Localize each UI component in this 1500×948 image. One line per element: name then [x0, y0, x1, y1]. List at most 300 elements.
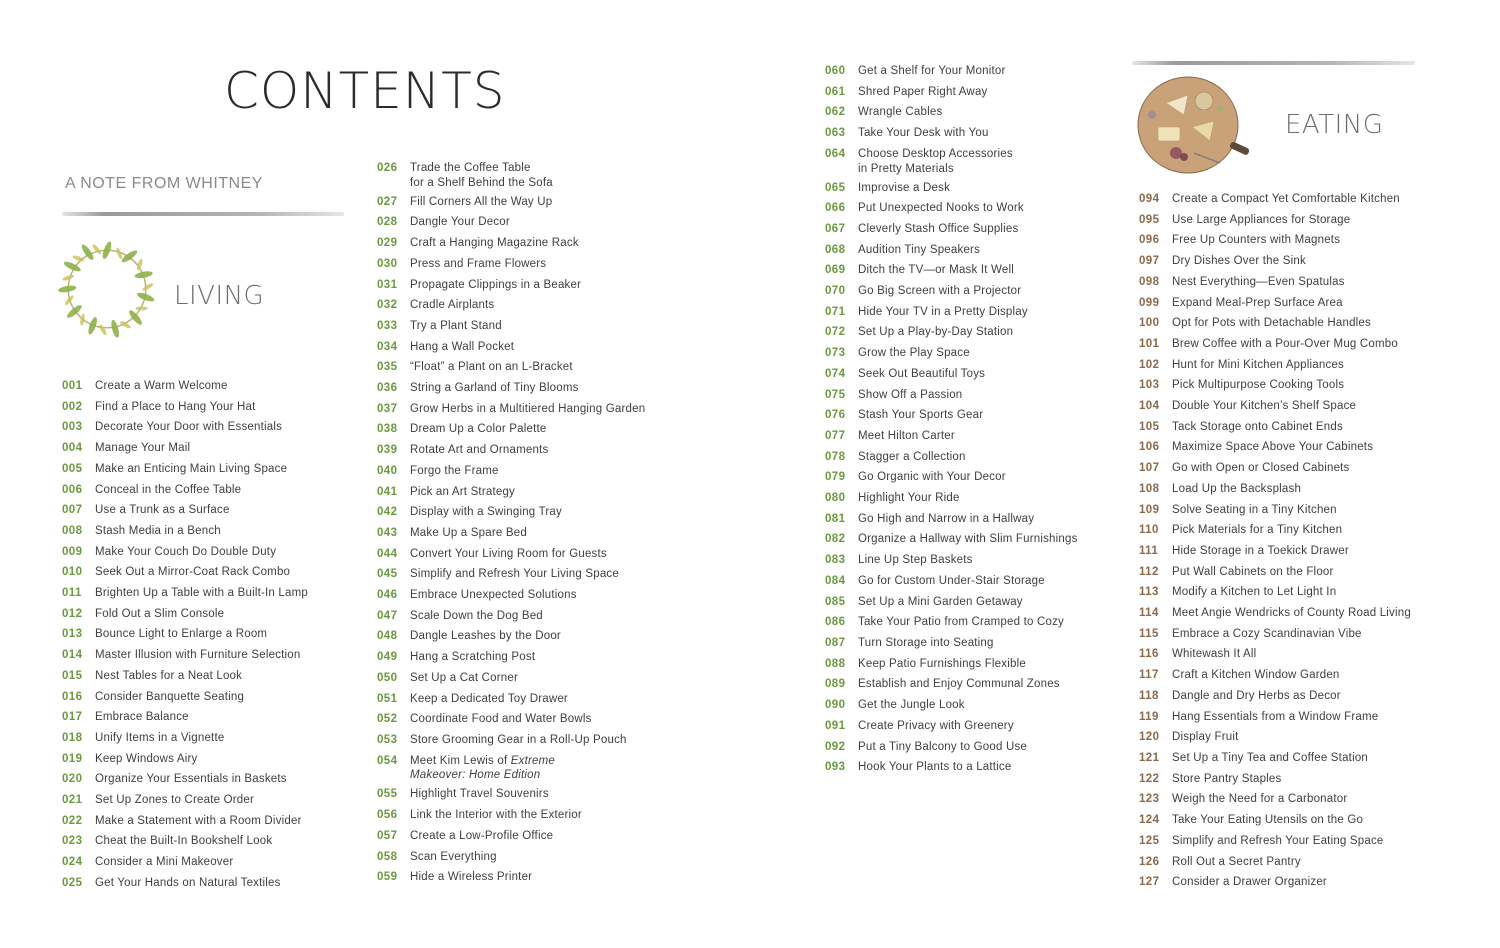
cheese-board-illustration [1136, 75, 1254, 175]
entry-title: Fold Out a Slim Console [95, 607, 225, 620]
toc-entry[interactable] [825, 695, 1078, 716]
entry-title: Hide Storage in a Toekick Drawer [1172, 544, 1349, 557]
entry-title: Maximize Space Above Your Cabinets [1172, 441, 1374, 454]
entry-title: Coordinate Food and Water Bowls [410, 713, 592, 726]
entry-number: 095 [1139, 213, 1160, 226]
toc-entry[interactable] [825, 509, 1078, 530]
entry-title: Keep Patio Furnishings Flexible [858, 657, 1026, 670]
entry-title: Find a Place to Hang Your Hat [95, 400, 256, 413]
wreath-illustration [56, 238, 158, 340]
entry-title: Opt for Pots with Detachable Handles [1172, 317, 1371, 330]
toc-entry[interactable] [825, 82, 1078, 103]
entry-title: Whitewash It All [1172, 648, 1257, 661]
entry-title: Line Up Step Baskets [858, 554, 973, 567]
entry-title: Hook Your Plants to a Lattice [858, 761, 1012, 774]
entry-number: 093 [825, 761, 846, 774]
entry-title: Show Off a Passion [858, 388, 963, 401]
entry-number: 025 [62, 876, 83, 889]
entry-title: Choose Desktop Accessories [858, 147, 1013, 160]
toc-entry[interactable] [825, 178, 1078, 199]
entry-title: Use a Trunk as a Surface [95, 504, 230, 517]
toc-entry[interactable] [1139, 748, 1411, 769]
toc-entry[interactable] [1139, 686, 1411, 707]
entry-number: 113 [1139, 586, 1159, 599]
entry-number: 075 [825, 388, 846, 401]
entry-number: 124 [1139, 814, 1160, 827]
entry-number: 028 [377, 216, 398, 229]
toc-entry[interactable] [62, 438, 308, 459]
toc-entry[interactable] [377, 585, 645, 606]
entry-number: 010 [62, 566, 83, 579]
toc-entry[interactable] [377, 192, 645, 213]
entry-number: 030 [377, 257, 398, 270]
entry-title: Weigh the Need for a Carbonator [1172, 793, 1348, 806]
toc-entry[interactable] [825, 529, 1078, 550]
toc-entry[interactable] [825, 405, 1078, 426]
toc-entry[interactable] [377, 419, 645, 440]
entry-number: 120 [1139, 731, 1160, 744]
entry-title: Hang a Wall Pocket [410, 340, 515, 353]
toc-entry[interactable] [825, 281, 1078, 302]
entry-number: 072 [825, 326, 846, 339]
entry-number: 096 [1139, 234, 1160, 247]
toc-entry[interactable] [825, 302, 1078, 323]
entry-title: Cleverly Stash Office Supplies [858, 222, 1019, 235]
entry-title: Get Your Hands on Natural Textiles [95, 876, 281, 889]
toc-entry[interactable] [825, 737, 1078, 758]
entry-title: Stash Your Sports Gear [858, 409, 984, 422]
entry-title: Trade the Coffee Table [410, 162, 531, 174]
toc-entry[interactable] [1139, 769, 1411, 790]
entry-title: Set Up a Play-by-Day Station [858, 326, 1014, 339]
toc-entry[interactable] [1139, 582, 1411, 603]
toc-entry[interactable] [1139, 831, 1411, 852]
entry-title: Take Your Desk with You [858, 127, 989, 140]
toc-entry[interactable] [825, 61, 1078, 82]
toc-entry[interactable] [825, 426, 1078, 447]
entry-title: Consider a Drawer Organizer [1172, 876, 1327, 889]
toc-entry[interactable] [377, 544, 645, 565]
entry-title: Take Your Patio from Cramped to Cozy [858, 616, 1064, 629]
toc-entry[interactable] [377, 709, 645, 730]
toc-entry[interactable] [62, 728, 308, 749]
toc-entry[interactable] [377, 316, 645, 337]
toc-entry[interactable] [62, 811, 308, 832]
entry-number: 088 [825, 657, 846, 670]
entry-title: Pick Materials for a Tiny Kitchen [1172, 524, 1343, 537]
entry-title: Tack Storage onto Cabinet Ends [1172, 420, 1343, 433]
toc-entry[interactable] [825, 716, 1078, 737]
toc-entry[interactable] [825, 467, 1078, 488]
entry-number: 039 [377, 444, 398, 457]
entry-number: 045 [377, 568, 398, 581]
entry-number: 084 [825, 574, 846, 587]
toc-entry[interactable] [1139, 230, 1411, 251]
toc-entry[interactable] [377, 482, 645, 503]
entry-number: 112 [1139, 565, 1159, 578]
entry-title: Stagger a Collection [858, 450, 966, 463]
entry-title: Meet Kim Lewis of Extreme [410, 754, 555, 767]
toc-entry[interactable] [377, 730, 645, 751]
toc-entry[interactable] [377, 233, 645, 254]
toc-entry[interactable] [825, 198, 1078, 219]
toc-entry[interactable] [825, 592, 1078, 613]
entry-title: Dangle Leashes by the Door [410, 630, 561, 643]
toc-entry[interactable] [377, 805, 645, 826]
entry-title: Pick Multipurpose Cooking Tools [1172, 379, 1345, 392]
entry-number: 080 [825, 492, 846, 505]
toc-entry[interactable] [1139, 603, 1411, 624]
toc-entry[interactable] [825, 488, 1078, 509]
entry-number: 116 [1139, 648, 1159, 661]
entry-title: Take Your Eating Utensils on the Go [1172, 814, 1364, 827]
entry-title: Nest Everything—Even Spatulas [1172, 275, 1345, 288]
entry-number: 035 [377, 361, 398, 374]
toc-entry[interactable] [62, 790, 308, 811]
page-title: CONTENTS [224, 62, 506, 120]
entry-title: Keep a Dedicated Toy Drawer [410, 692, 568, 705]
toc-entry[interactable] [1139, 541, 1411, 562]
entry-number: 109 [1139, 503, 1160, 516]
toc-entry[interactable] [62, 417, 308, 438]
entry-number: 089 [825, 678, 846, 691]
note-from-whitney-link[interactable]: A NOTE FROM WHITNEY [65, 175, 263, 192]
toc-entry[interactable] [825, 322, 1078, 343]
entry-title: Grow Herbs in a Multitiered Hanging Garden [410, 402, 646, 415]
entry-title: String a Garland of Tiny Blooms [410, 382, 579, 395]
entry-title: Get the Jungle Look [858, 699, 965, 712]
toc-entry[interactable] [377, 826, 645, 847]
entry-number: 070 [825, 285, 846, 298]
entry-title: Expand Meal-Prep Surface Area [1172, 296, 1343, 309]
toc-entry[interactable] [62, 480, 308, 501]
toc-entry[interactable] [825, 612, 1078, 633]
entry-title: Organize Your Essentials in Baskets [95, 773, 287, 786]
toc-entry[interactable] [1139, 727, 1411, 748]
entry-title: Improvise a Desk [858, 181, 951, 194]
entry-number: 066 [825, 202, 846, 215]
entry-title: Go with Open or Closed Cabinets [1172, 462, 1350, 475]
toc-entry[interactable] [1139, 313, 1411, 334]
toc-entry[interactable] [1139, 437, 1411, 458]
toc-entry[interactable] [377, 689, 645, 710]
toc-entry[interactable] [825, 343, 1078, 364]
entry-title: Organize a Hallway with Slim Furnishings [858, 533, 1078, 546]
toc-column-2 [377, 158, 645, 888]
entry-title: Consider a Mini Makeover [95, 856, 234, 869]
entry-number: 074 [825, 367, 846, 380]
entry-number: 110 [1139, 524, 1159, 537]
entry-number: 038 [377, 423, 398, 436]
entry-number: 083 [825, 554, 846, 567]
entry-title: Use Large Appliances for Storage [1172, 213, 1351, 226]
toc-entry[interactable] [62, 562, 308, 583]
entry-title: Make Up a Spare Bed [410, 526, 527, 539]
toc-entry[interactable] [1139, 479, 1411, 500]
entry-number: 011 [62, 587, 82, 600]
entry-title: Hang a Scratching Post [410, 651, 536, 664]
entry-number: 078 [825, 450, 846, 463]
toc-entry[interactable] [377, 357, 645, 378]
entry-title: Go Big Screen with a Projector [858, 285, 1022, 298]
entry-number: 061 [825, 85, 846, 98]
entry-number: 019 [62, 752, 83, 765]
entry-number: 047 [377, 609, 398, 622]
entry-title: Dangle and Dry Herbs as Decor [1172, 689, 1341, 702]
entry-title: Get a Shelf for Your Monitor [858, 65, 1006, 77]
toc-entry[interactable] [377, 337, 645, 358]
entry-title: Scan Everything [410, 850, 497, 863]
toc-entry[interactable] [377, 564, 645, 585]
toc-entry[interactable] [825, 123, 1078, 144]
toc-entry[interactable] [377, 461, 645, 482]
toc-entry[interactable] [825, 654, 1078, 675]
toc-entry[interactable] [377, 626, 645, 647]
entry-number: 111 [1139, 544, 1159, 557]
toc-entry[interactable] [377, 399, 645, 420]
toc-entry[interactable] [1139, 872, 1411, 893]
toc-entry[interactable] [62, 645, 308, 666]
toc-column-4 [1139, 189, 1411, 893]
entry-number: 087 [825, 636, 846, 649]
toc-entry[interactable] [1139, 251, 1411, 272]
toc-entry[interactable] [1139, 789, 1411, 810]
entry-number: 043 [377, 526, 398, 539]
entry-number: 102 [1139, 358, 1160, 371]
toc-entry[interactable] [1139, 189, 1411, 210]
entry-number: 051 [377, 692, 398, 705]
entry-title: Scale Down the Dog Bed [410, 609, 543, 622]
entry-title: Hide a Wireless Printer [410, 871, 533, 884]
entry-title: Craft a Kitchen Window Garden [1172, 669, 1340, 682]
toc-entry[interactable] [377, 668, 645, 689]
toc-entry[interactable] [62, 542, 308, 563]
toc-entry[interactable] [377, 295, 645, 316]
entry-number: 060 [825, 65, 846, 77]
entry-number: 022 [62, 814, 83, 827]
entry-number: 023 [62, 835, 83, 848]
entry-title: Wrangle Cables [858, 106, 943, 119]
section-title-eating: EATING [1285, 110, 1384, 140]
toc-entry[interactable] [1139, 810, 1411, 831]
brush-divider [62, 212, 344, 216]
toc-entry[interactable] [62, 397, 308, 418]
toc-entry[interactable] [1139, 210, 1411, 231]
entry-title: Display with a Swinging Tray [410, 506, 562, 519]
toc-entry[interactable] [1139, 396, 1411, 417]
toc-entry[interactable] [825, 550, 1078, 571]
toc-entry[interactable] [1139, 334, 1411, 355]
entry-number: 086 [825, 616, 846, 629]
entry-number: 041 [377, 485, 398, 498]
toc-entry[interactable] [825, 385, 1078, 406]
toc-entry[interactable] [1139, 624, 1411, 645]
entry-title: Embrace a Cozy Scandinavian Vibe [1172, 627, 1362, 640]
entry-number: 026 [377, 162, 398, 174]
entry-number: 040 [377, 464, 398, 477]
entry-number: 057 [377, 829, 398, 842]
toc-entry[interactable] [62, 521, 308, 542]
toc-entry[interactable] [1139, 272, 1411, 293]
toc-entry[interactable] [825, 364, 1078, 385]
entry-title: Seek Out Beautiful Toys [858, 367, 986, 380]
entry-number: 063 [825, 127, 846, 140]
entry-title: Convert Your Living Room for Guests [410, 547, 607, 560]
entry-title: Craft a Hanging Magazine Rack [410, 237, 579, 250]
toc-entry[interactable] [377, 254, 645, 275]
toc-entry[interactable] [1139, 665, 1411, 686]
toc-entry[interactable] [377, 275, 645, 296]
toc-entry[interactable] [62, 376, 308, 397]
entry-number: 021 [62, 794, 83, 807]
entry-number: 059 [377, 871, 398, 884]
toc-entry[interactable] [377, 784, 645, 805]
toc-entry[interactable] [1139, 707, 1411, 728]
entry-number: 015 [62, 669, 83, 682]
toc-entry[interactable] [825, 447, 1078, 468]
entry-title: Go High and Narrow in a Hallway [858, 512, 1035, 525]
toc-entry[interactable] [62, 604, 308, 625]
entry-title: Brew Coffee with a Pour-Over Mug Combo [1172, 337, 1398, 350]
toc-entry[interactable] [1139, 562, 1411, 583]
entry-title: Simplify and Refresh Your Eating Space [1172, 834, 1384, 847]
entry-number: 003 [62, 421, 83, 434]
toc-entry[interactable] [62, 666, 308, 687]
entry-number: 033 [377, 319, 398, 332]
toc-entry[interactable] [1139, 500, 1411, 521]
entry-title: Dangle Your Decor [410, 216, 510, 229]
entry-number: 042 [377, 506, 398, 519]
toc-entry[interactable] [62, 583, 308, 604]
toc-entry[interactable] [1139, 375, 1411, 396]
toc-entry[interactable] [62, 459, 308, 480]
entry-title: Dream Up a Color Palette [410, 423, 547, 436]
entry-number: 029 [377, 237, 398, 250]
entry-title: Set Up a Mini Garden Getaway [858, 595, 1023, 608]
entry-title: Modify a Kitchen to Let Light In [1172, 586, 1337, 599]
toc-entry[interactable] [825, 674, 1078, 695]
entry-number: 065 [825, 181, 846, 194]
entry-title-continuation: Makeover: Home Edition [410, 769, 541, 782]
toc-entry[interactable] [62, 852, 308, 873]
toc-entry[interactable] [825, 757, 1078, 778]
toc-entry[interactable] [1139, 458, 1411, 479]
toc-entry[interactable] [825, 571, 1078, 592]
entry-title: Make a Statement with a Room Divider [95, 814, 302, 827]
entry-title: Dry Dishes Over the Sink [1172, 255, 1306, 268]
toc-entry[interactable] [62, 831, 308, 852]
entry-number: 121 [1139, 751, 1160, 764]
entry-title: Make Your Couch Do Double Duty [95, 545, 277, 558]
entry-title: Set Up a Cat Corner [410, 671, 518, 684]
entry-number: 077 [825, 429, 846, 442]
entry-title: Set Up a Tiny Tea and Coffee Station [1172, 751, 1369, 764]
entry-title: Display Fruit [1172, 731, 1239, 744]
toc-entry[interactable] [1139, 417, 1411, 438]
entry-title-continuation: for a Shelf Behind the Sofa [410, 176, 553, 189]
toc-entry[interactable] [1139, 520, 1411, 541]
entry-title: Load Up the Backsplash [1172, 482, 1302, 495]
toc-entry[interactable] [377, 606, 645, 627]
entry-title: Embrace Balance [95, 711, 189, 724]
entry-title: Store Pantry Staples [1172, 772, 1282, 785]
toc-entry[interactable] [377, 867, 645, 888]
entry-number: 002 [62, 400, 83, 413]
entry-number: 044 [377, 547, 398, 560]
toc-entry[interactable] [1139, 355, 1411, 376]
entry-number: 094 [1139, 193, 1160, 205]
entry-number: 013 [62, 628, 83, 641]
entry-number: 007 [62, 504, 83, 517]
toc-entry[interactable] [377, 523, 645, 544]
toc-entry[interactable] [62, 687, 308, 708]
toc-entry[interactable] [825, 633, 1078, 654]
brush-divider [1132, 61, 1415, 65]
toc-entry[interactable] [62, 624, 308, 645]
toc-entry[interactable] [1139, 644, 1411, 665]
entry-title: Simplify and Refresh Your Living Space [410, 568, 619, 581]
toc-entry[interactable] [1139, 293, 1411, 314]
entry-number: 054 [377, 754, 398, 767]
entry-number: 107 [1139, 462, 1160, 475]
toc-entry[interactable] [377, 847, 645, 868]
entry-number: 027 [377, 195, 398, 208]
toc-entry[interactable] [62, 500, 308, 521]
entry-title: Forgo the Frame [410, 464, 499, 477]
entry-title: Go for Custom Under-Stair Storage [858, 574, 1045, 587]
entry-title: Hang Essentials from a Window Frame [1172, 710, 1379, 723]
toc-entry[interactable] [377, 647, 645, 668]
entry-title: Propagate Clippings in a Beaker [410, 278, 582, 291]
entry-number: 014 [62, 649, 83, 662]
entry-title: Press and Frame Flowers [410, 257, 547, 270]
entry-number: 009 [62, 545, 83, 558]
entry-title: Stash Media in a Bench [95, 524, 221, 537]
entry-title: Conceal in the Coffee Table [95, 483, 242, 496]
toc-entry[interactable] [62, 749, 308, 770]
entry-number: 091 [825, 719, 846, 732]
toc-entry[interactable] [377, 378, 645, 399]
toc-entry[interactable] [1139, 852, 1411, 873]
entry-number: 114 [1139, 607, 1159, 620]
toc-entry[interactable] [62, 873, 308, 894]
entry-number: 103 [1139, 379, 1160, 392]
toc-entry[interactable] [377, 440, 645, 461]
entry-number: 098 [1139, 275, 1160, 288]
toc-entry[interactable] [377, 212, 645, 233]
entry-number: 020 [62, 773, 83, 786]
toc-entry[interactable] [62, 769, 308, 790]
entry-title: Create a Low-Profile Office [410, 829, 554, 842]
entry-number: 073 [825, 347, 846, 360]
entry-number: 125 [1139, 834, 1160, 847]
entry-number: 079 [825, 471, 846, 484]
entry-number: 127 [1139, 876, 1160, 889]
toc-entry[interactable] [825, 102, 1078, 123]
entry-title: Make an Enticing Main Living Space [95, 462, 288, 475]
entry-title: Hide Your TV in a Pretty Display [858, 305, 1028, 318]
toc-entry[interactable] [62, 707, 308, 728]
toc-entry[interactable] [825, 219, 1078, 240]
entry-number: 104 [1139, 400, 1160, 413]
entry-number: 036 [377, 382, 398, 395]
toc-entry[interactable] [825, 240, 1078, 261]
entry-title: “Float” a Plant on an L-Bracket [410, 361, 573, 374]
toc-entry[interactable] [377, 502, 645, 523]
toc-entry[interactable] [825, 260, 1078, 281]
entry-number: 069 [825, 264, 846, 277]
entry-title: Nest Tables for a Neat Look [95, 669, 243, 682]
